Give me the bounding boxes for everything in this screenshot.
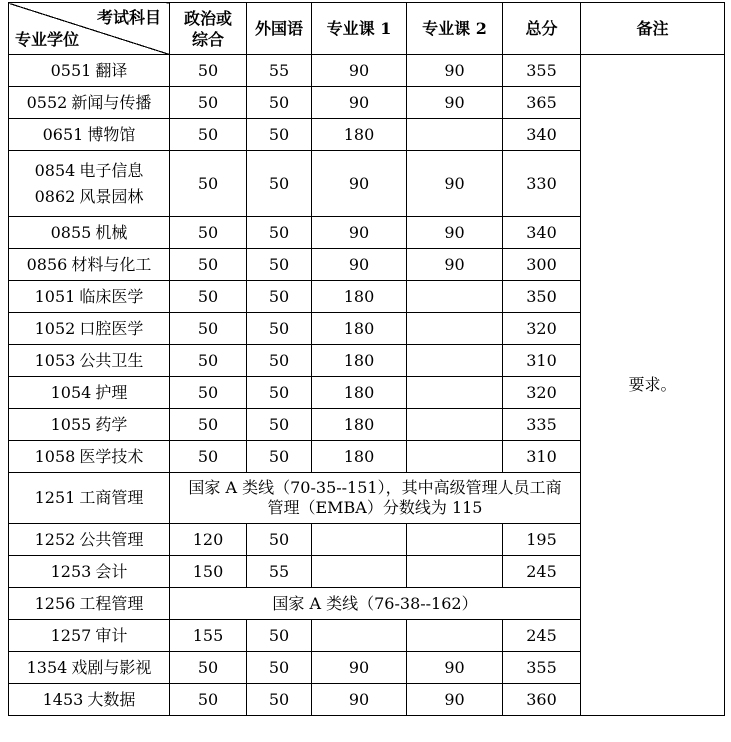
total-cell: 320 [503,377,581,409]
politics-cell: 50 [170,87,247,119]
foreign-cell: 50 [247,620,312,652]
foreign-cell: 50 [247,249,312,281]
course2-header: 专业课 2 [407,3,503,55]
foreign-cell: 50 [247,524,312,556]
course2-cell: 90 [407,652,503,684]
total-cell: 245 [503,556,581,588]
major-cell: 0856 材料与化工 [9,249,170,281]
course2-cell [407,441,503,473]
total-cell: 355 [503,652,581,684]
politics-header: 政治或 综合 [170,3,247,55]
course1-cell: 90 [312,652,407,684]
total-cell: 320 [503,313,581,345]
major-cell: 0651 博物馆 [9,119,170,151]
course2-cell [407,409,503,441]
major-cell: 1354 戏剧与影视 [9,652,170,684]
foreign-cell: 50 [247,377,312,409]
politics-cell: 50 [170,345,247,377]
major-cell: 1051 临床医学 [9,281,170,313]
major-cell: 1252 公共管理 [9,524,170,556]
foreign-cell: 55 [247,55,312,87]
major-label: 专业学位 [15,30,80,49]
total-cell: 310 [503,441,581,473]
total-cell: 310 [503,345,581,377]
note-header: 备注 [581,3,725,55]
course2-cell [407,345,503,377]
course2-cell [407,313,503,345]
total-cell: 365 [503,87,581,119]
major-cell: 1055 药学 [9,409,170,441]
politics-cell: 50 [170,119,247,151]
foreign-cell: 50 [247,151,312,217]
foreign-cell: 50 [247,345,312,377]
course1-cell: 90 [312,55,407,87]
politics-cell: 50 [170,684,247,716]
foreign-cell: 50 [247,119,312,151]
major-cell: 1052 口腔医学 [9,313,170,345]
major-cell: 0551 翻译 [9,55,170,87]
total-cell: 350 [503,281,581,313]
major-cell: 0854 电子信息 0862 风景园林 [9,151,170,217]
course1-cell: 180 [312,313,407,345]
total-cell: 360 [503,684,581,716]
major-cell: 0855 机械 [9,217,170,249]
diagonal-header-cell [9,3,170,55]
politics-cell: 50 [170,409,247,441]
total-cell: 355 [503,55,581,87]
major-cell: 1054 护理 [9,377,170,409]
total-cell: 330 [503,151,581,217]
politics-cell: 50 [170,281,247,313]
course1-cell: 180 [312,345,407,377]
politics-cell: 155 [170,620,247,652]
course2-cell [407,556,503,588]
foreign-cell: 50 [247,217,312,249]
course1-cell: 90 [312,151,407,217]
total-cell: 340 [503,217,581,249]
course1-cell: 180 [312,281,407,313]
course2-cell: 90 [407,55,503,87]
foreign-cell: 50 [247,281,312,313]
course1-cell [312,620,407,652]
major-cell: 1453 大数据 [9,684,170,716]
course1-cell [312,524,407,556]
table-row [9,55,725,87]
politics-cell: 50 [170,313,247,345]
course2-cell [407,119,503,151]
course1-header: 专业课 1 [312,3,407,55]
politics-cell: 50 [170,151,247,217]
foreign-cell: 55 [247,556,312,588]
course2-cell: 90 [407,249,503,281]
foreign-cell: 50 [247,684,312,716]
foreign-cell: 50 [247,87,312,119]
course2-cell: 90 [407,217,503,249]
major-cell: 0552 新闻与传播 [9,87,170,119]
course1-cell: 180 [312,441,407,473]
subject-label: 考试科目 [96,8,161,27]
politics-cell: 150 [170,556,247,588]
course2-cell: 90 [407,151,503,217]
course2-cell [407,524,503,556]
total-cell: 300 [503,249,581,281]
total-cell: 195 [503,524,581,556]
foreign-cell: 50 [247,313,312,345]
politics-cell: 50 [170,249,247,281]
total-header: 总分 [503,3,581,55]
politics-cell: 50 [170,55,247,87]
header-row [9,3,725,55]
span-note-cell: 国家 A 类线（76-38--162） [170,588,581,620]
foreign-header: 外国语 [247,3,312,55]
course1-cell: 180 [312,377,407,409]
major-cell: 1053 公共卫生 [9,345,170,377]
total-cell: 245 [503,620,581,652]
course2-cell [407,620,503,652]
note-cell: 要求。 [581,55,725,716]
politics-cell: 50 [170,377,247,409]
course2-cell: 90 [407,684,503,716]
course1-cell: 90 [312,217,407,249]
foreign-cell: 50 [247,441,312,473]
course1-cell: 90 [312,249,407,281]
major-cell: 1256 工程管理 [9,588,170,620]
course1-cell: 180 [312,119,407,151]
foreign-cell: 50 [247,652,312,684]
course2-cell: 90 [407,87,503,119]
major-cell: 1251 工商管理 [9,473,170,524]
foreign-cell: 50 [247,409,312,441]
major-cell: 1253 会计 [9,556,170,588]
course1-cell: 90 [312,684,407,716]
politics-cell: 50 [170,217,247,249]
course2-cell [407,377,503,409]
course2-cell [407,281,503,313]
major-cell: 1257 审计 [9,620,170,652]
score-table [8,2,725,716]
politics-cell: 50 [170,652,247,684]
politics-cell: 50 [170,441,247,473]
total-cell: 340 [503,119,581,151]
politics-cell: 120 [170,524,247,556]
course1-cell: 180 [312,409,407,441]
course1-cell [312,556,407,588]
course1-cell: 90 [312,87,407,119]
major-cell: 1058 医学技术 [9,441,170,473]
total-cell: 335 [503,409,581,441]
span-note-cell: 国家 A 类线（70-35--151），其中高级管理人员工商 管理（EMBA）分数线为 115 [170,473,581,524]
